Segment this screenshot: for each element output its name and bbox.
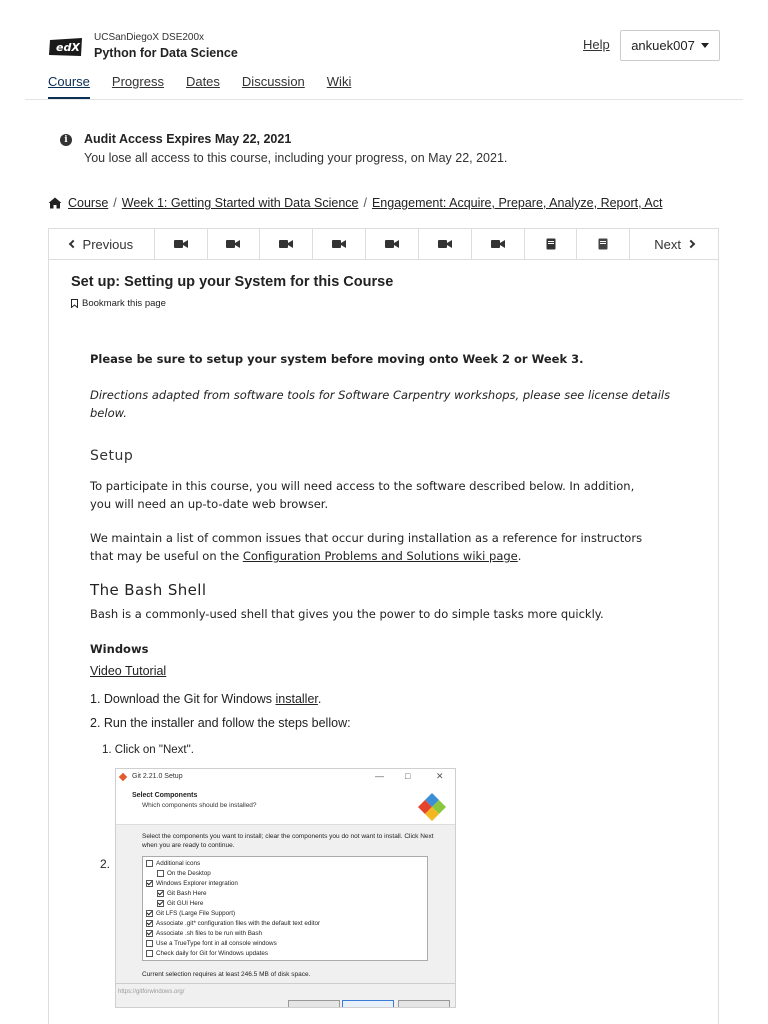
info-icon: i [60,134,72,146]
bash-paragraph: Bash is a commonly-used shell that gives you the power to do simple tasks more quickly. [90,607,604,621]
checkbox-checked-icon [146,930,153,937]
checkbox-checked-icon [146,910,153,917]
chevron-right-icon [687,240,695,248]
component-label: Check daily for Git for Windows updates [156,950,268,957]
component-item [146,860,200,867]
component-item [146,880,238,887]
component-item [146,930,262,937]
installer-footer [116,983,455,1008]
book-icon [546,238,556,250]
setup-warning: Please be sure to setup your system before moving onto Week 2 or Week 3. [90,352,584,366]
checkbox-icon [157,870,164,877]
home-icon [48,197,62,209]
component-item [146,910,235,917]
step-download [90,692,321,706]
step-run-installer: 2. Run the installer and follow the steps bellow: [90,716,351,730]
git-icon [119,773,127,781]
component-item [157,870,211,877]
breadcrumb-course[interactable]: Course [68,196,109,210]
component-label: Associate .git* configuration files with the default text editor [156,920,321,927]
tab-wiki[interactable]: Wiki [326,74,352,89]
step-download-text: 1. Download the Git for Windows [90,692,276,706]
unit-tab-text[interactable] [577,229,630,259]
bookmark-icon [71,299,78,308]
substep-2-number: 2. [100,857,111,871]
windows-heading: Windows [90,642,149,656]
installer-window-title: Git 2.21.0 Setup [132,773,183,780]
setup-paragraph: To participate in this course, you will need access to the software described below. In addition, you will need an up-to-date web browser. [90,479,635,511]
previous-button[interactable] [49,229,155,259]
unit-content [48,260,719,1024]
component-label: Associate .sh files to be run with Bash [156,930,263,937]
component-label: On the Desktop [167,870,211,877]
installer-subheading: Which components should be installed? [142,802,257,809]
site-header [0,0,768,100]
installer-body [116,825,455,1008]
checkbox-icon [146,950,153,957]
component-item [157,900,203,907]
unit-tab-video[interactable] [366,229,419,259]
issues-text-end: . [517,549,522,563]
checkbox-checked-icon [146,880,153,887]
breadcrumb-separator: / [113,196,117,210]
maximize-icon: □ [405,771,411,781]
unit-tab-text-current[interactable] [525,229,578,259]
breadcrumb-section[interactable]: Engagement: Acquire, Prepare, Analyze, Report, Act [371,196,663,210]
unit-tab-video[interactable] [260,229,313,259]
video-icon [332,239,346,249]
video-icon [279,239,293,249]
video-icon [438,239,452,249]
breadcrumb-week[interactable]: Week 1: Getting Started with Data Science [121,196,359,210]
username: ankuek007 [631,38,695,53]
component-label: Use a TrueType font in all console windows [156,940,277,947]
setup-heading: Setup [90,448,134,464]
chevron-left-icon [68,240,76,248]
directions-note: Directions adapted from software tools for Software Carpentry workshops, please see license details below. [90,388,671,420]
issues-paragraph [90,529,650,565]
unit-title: Set up: Setting up your System for this Course [71,274,394,290]
installer-link[interactable]: installer [275,692,318,706]
unit-tab-video[interactable] [313,229,366,259]
course-org: UCSanDiegoX DSE200x [94,32,205,43]
close-icon: ✕ [436,771,444,781]
unit-tab-video[interactable] [155,229,208,259]
checkbox-icon [146,860,153,867]
git-logo-icon [417,791,447,821]
video-icon [174,239,188,249]
book-icon [598,238,608,250]
checkbox-checked-icon [157,900,164,907]
installer-url: https://gitforwindows.org/ [118,989,185,995]
audit-text: You lose all access to this course, including your progress, on May 22, 2021. [84,151,508,165]
next-button[interactable] [630,229,718,259]
tab-course[interactable]: Course [48,74,90,100]
tab-discussion[interactable]: Discussion [241,74,305,89]
course-title: Python for Data Science [94,46,238,60]
help-link[interactable]: Help [583,37,610,52]
cancel-button [398,1000,450,1008]
component-item [157,890,207,897]
course-tabs [48,74,373,100]
sequence-navigation [48,228,719,260]
breadcrumb [48,196,662,210]
component-label: Git LFS (Large File Support) [156,910,236,917]
video-tutorial-link[interactable]: Video Tutorial [90,664,167,678]
caret-down-icon [701,43,709,48]
step-download-end: . [317,692,322,706]
next-button-installer [342,1000,394,1008]
components-list [142,856,428,961]
component-label: Git Bash Here [167,890,207,897]
bookmark-button[interactable] [71,298,166,309]
component-label: Additional icons [156,860,201,867]
installer-header [116,787,455,825]
header-divider [25,99,743,100]
svg-text:edX: edX [56,41,80,54]
unit-tab-video[interactable] [472,229,525,259]
installer-heading: Select Components [132,792,198,799]
checkbox-checked-icon [146,920,153,927]
unit-tab-video[interactable] [208,229,261,259]
back-button [288,1000,340,1008]
installer-instructions: Select the components you want to install; clear the components you do not want to install. Click Next when you are ready to continue. [142,833,434,849]
substep-next: 1. Click on "Next". [102,744,194,756]
tab-progress[interactable]: Progress [111,74,164,89]
next-label: Next [654,236,682,252]
config-problems-link[interactable]: Configuration Problems and Solutions wiki page [242,549,518,563]
breadcrumb-separator: / [363,196,367,210]
minimize-icon: — [375,771,384,781]
previous-label: Previous [82,236,134,252]
component-item [146,940,277,947]
video-icon [226,239,240,249]
audit-title: Audit Access Expires May 22, 2021 [84,132,292,146]
user-menu-button[interactable] [620,30,720,61]
checkbox-icon [146,940,153,947]
tab-dates[interactable]: Dates [185,74,220,89]
unit-tab-video[interactable] [419,229,472,259]
edx-logo[interactable] [48,36,84,58]
component-label: Git GUI Here [167,900,204,907]
disk-space-requirement: Current selection requires at least 246.5 MB of disk space. [142,971,311,978]
component-item [146,920,320,927]
component-label: Windows Explorer integration [156,880,238,887]
installer-screenshot [115,768,456,1008]
component-item [146,950,268,957]
checkbox-checked-icon [157,890,164,897]
video-icon [491,239,505,249]
issues-text: We maintain a list of common issues that occur during installation as a reference for instructors that may be useful on the [90,531,643,563]
bash-heading: The Bash Shell [90,581,207,599]
installer-titlebar [116,769,455,787]
video-icon [385,239,399,249]
bookmark-label: Bookmark this page [82,298,166,309]
